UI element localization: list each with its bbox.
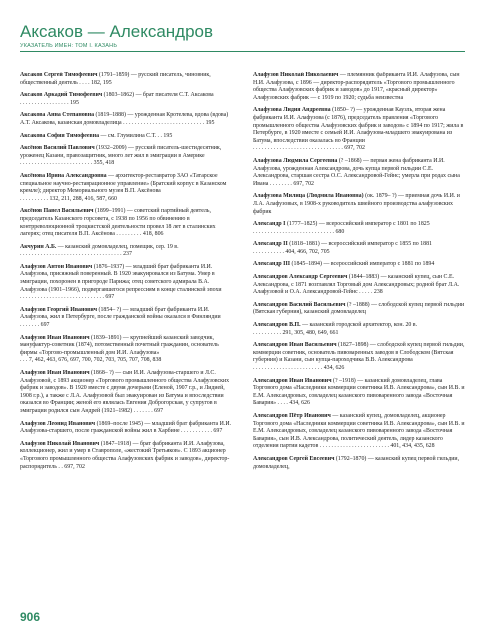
- left-column: [20, 72, 232, 606]
- entry-pages: . . . . . . . . . . . . . . . . . . . . . . . . . . . . 195: [121, 119, 215, 126]
- entry-name: Алафузов Леонид Иванович: [20, 420, 96, 427]
- index-entry: [20, 72, 232, 87]
- entry-name: Александр I: [253, 221, 286, 228]
- entry-pages: . . 195: [156, 132, 173, 139]
- entry-description: (1850– ?) — урожденная Каузль, вторая жена фабриканта И.И. Алафузова (с 1876), председатель правления «Торгового промышленного общества Алафузовских фабрик и заводов» с 1894 по 1917; жила в Петербурге, в 1920 вместе с семьей И.И. Алафузова-младшего эвакуирована из Батума, впоследствии оказалась во Франции: [253, 107, 464, 144]
- entry-description: (? –1888) — слободской купец первой гильдии (Вятская губерния), казанский домовладелец: [253, 301, 465, 316]
- index-entry: [253, 456, 465, 471]
- entry-name: Александров В.П.: [253, 322, 301, 329]
- entry-description: — племянник фабриканта И.И. Алафузова, сын Н.И. Алафузова, с 1896 — директор-распорядитель «Торгового промышленного общества Алафузовских фабрик и заводов» до 1917, «красный директор» Алафузовских фабрик — с 1919 по 1920; судьба неизвестна: [253, 72, 460, 101]
- index-entry: [253, 221, 465, 236]
- index-entry: [253, 158, 465, 188]
- entry-pages: . . . . . . . . . . . . . . . . . 195: [20, 99, 79, 106]
- entry-description: (1839–1891) — крупнейший казанский заводчик, мануфактур-советник (1874), потомственный почетный гражданин, основатель фирмы «Торгово-промышленный дом И.И. Алафузова»: [20, 334, 219, 356]
- index-columns: [20, 72, 465, 606]
- page-number: 906: [20, 610, 41, 624]
- entry-name: Александров Василий Васильевич: [253, 301, 346, 308]
- entry-name: Александров Иван Иванович: [253, 377, 332, 384]
- entry-name: Александров Иван Васильевич: [253, 342, 337, 349]
- entry-pages: . . . . . . . . . . . . . . . . . . . . . . . . . 355, 418: [20, 160, 115, 167]
- entry-description: — казанский городской архитектор, кон. 20 в.: [300, 322, 418, 329]
- right-column: [253, 72, 465, 606]
- index-entry: [20, 208, 232, 238]
- index-entry: [253, 261, 465, 269]
- running-header: [20, 22, 465, 52]
- entry-name: Акчурин А.Б.: [20, 243, 57, 250]
- index-entry: [253, 193, 465, 216]
- entry-pages: . . . . . . . . . . . . . . . . . . . . . . . . . . . . 680: [253, 228, 345, 235]
- index-entry: [20, 173, 232, 203]
- entry-name: Алафузова Милица (Людмила Ивановна): [253, 193, 364, 200]
- entry-pages: . . . . . . . 697: [20, 322, 50, 329]
- entry-description: (1932–2009) — русский писатель-шестидесятник, уроженец Казани, правозащитник, много лет жил в эмиграции в Америке: [20, 145, 222, 159]
- entry-name: Аксёнов Павел Васильевич: [20, 208, 94, 215]
- entry-description: (? –1918) — казанский домовладелец, глава Торгового дома «Наследники коммерции советника И.В. Александрова», сын И.В. и Е.М. Александровых, совладелец казанского пивоваренного завода «Восточная Бавария»: [253, 377, 465, 407]
- entry-description: (1819–1888) — урожденная Кротелева, вдова (вдова) А.Т. Аксакова, казанская домовладелица: [20, 112, 229, 126]
- index-entry: [253, 72, 465, 102]
- entry-description: (1777–1825) — всероссийский император с 1801 по 1825: [285, 221, 430, 228]
- index-entry: [253, 241, 465, 256]
- index-entry: [253, 107, 465, 153]
- entry-name: Александр II: [253, 241, 288, 248]
- entry-pages: . . . . . . . . . . . 697: [179, 428, 223, 435]
- entry-description: — см. Глумилина С.Т.: [99, 132, 157, 139]
- index-entry: [20, 145, 232, 168]
- entry-pages: . . . . . . . 697: [132, 407, 164, 414]
- entry-description: (1869–после 1945) — младший брат фабриканта И.И. Алафузова-старшего, после гражданской войны жил в Харбине: [20, 420, 232, 435]
- entry-name: Александров Сергей Евсеевич: [253, 455, 335, 462]
- entry-description: (1791–1859) — русский писатель, чиновник, общественный деятель: [20, 72, 211, 86]
- entry-description: (ок. 1879– ?) — приемная дочь И.И. и Л.А. Алафузовых, в 1908-х руководитель швейного производства алафузовских фабрик: [253, 193, 460, 215]
- entry-description: (1818–1881) — всероссийский император с 1855 по 1881: [287, 241, 432, 248]
- entry-name: Аксаков Аркадий Тимофеевич: [20, 92, 103, 99]
- entry-pages: . . . . . . . . . . 132, 211, 288, 416, 587, 660: [20, 195, 117, 202]
- entry-pages: . . 697, 702: [56, 463, 85, 470]
- entry-description: (1847–1918) — брат фабриканта И.И. Алафузова, коллекционер, жил и умер в Ставрополе, «жестокий Третьяков». С 1893 акционер «Торгового промышленного общества Алафузовских фабрик и заводов», директор-распорядитель: [20, 440, 230, 470]
- index-entry: [20, 133, 232, 141]
- entry-name: Аксёнова Ирина Александровна: [20, 172, 107, 179]
- index-entry: [253, 322, 465, 337]
- entry-name: Александр III: [253, 261, 291, 268]
- entry-description: (? –1868) — первая жена фабриканта И.И. Алафузова, урожденная Александрова, дочь купца первой гильдии С.Е. Александрова, старшая сестра О.С. Александровой-Гейнс; умерла при родах сына Ивана: [253, 157, 460, 187]
- index-entry: [20, 335, 232, 365]
- entry-name: Алафузов Георгий Иванович: [20, 306, 98, 313]
- entry-name: Аксакова Анна Степановна: [20, 112, 95, 119]
- entry-name: Алафузова Людмила Сергеевна: [253, 157, 338, 164]
- entry-name: Алафузова Лидия Андреевна: [253, 107, 331, 114]
- index-entry: [20, 441, 232, 471]
- entry-pages: . . . 7, 462, 463, 676, 697, 700, 702, 703, 705, 707, 708, 838: [20, 357, 162, 364]
- index-entry: [253, 378, 465, 408]
- index-entry: [20, 421, 232, 436]
- entry-description: — казанский домовладелец, помещик, сер. 19 в.: [56, 243, 179, 250]
- entry-name: Алафузов Антон Иванович: [20, 263, 93, 270]
- entry-name: Алафузов Николай Николаевич: [253, 72, 339, 78]
- entry-description: (1844–1883) — казанский купец, сын С.Е. Александрова, с 1871 возглавлял Торговый дом Александровых; родной брат Л.А. Алафузовой и О.А. Александровой-Гейнс: [253, 274, 460, 296]
- entry-description: (1876–1937) — младший брат фабриканта И.И. Алафузова, присяжный поверенный. В 1920 эвакуировался из Батума. Умер в эмиграции, похоронен в пригороде Парижа; отец советского адмирала В.А. Алафузова (1901–1966), подвергавшегося репрессиям в конце сталинской эпохи: [20, 263, 222, 293]
- index-entry: [20, 244, 232, 259]
- index-entry: [253, 413, 465, 451]
- index-entry: [20, 370, 232, 416]
- index-entry: [20, 92, 232, 107]
- entry-pages: . . . . . 238: [357, 289, 383, 296]
- entry-name: Аксакова София Тимофеевна: [20, 132, 100, 139]
- index-entry: [253, 342, 465, 372]
- entry-name: Алафузов Николай Иванович: [20, 440, 100, 447]
- entry-pages: . . . . . . . . . . . . . . . . . . . . . . . . 401, 434, 435, 628: [318, 443, 435, 450]
- entry-description: (1854– ?) — младший брат фабриканта И.И. Алафузова, жил в Петербурге, после гражданской войны оказался в Финляндии: [20, 306, 221, 321]
- index-entry: [253, 274, 465, 297]
- entry-pages: . . . . 182, 195: [77, 79, 112, 86]
- entry-pages: . . . . . . . . . . . . . . . . . . . . . . . . 434, 626: [253, 365, 345, 371]
- entry-name: Александров Александр Сергеевич: [253, 274, 348, 281]
- entry-pages: . . . . . . . . . . . . . . . . . . . . . . . . . . . . . . . 697, 702: [253, 145, 365, 152]
- index-entry: [20, 264, 232, 302]
- header-subtitle: УКАЗАТЕЛЬ ИМЕН: ТОМ I. КАЗАНЬ: [20, 43, 118, 49]
- entry-description: (1868– ?) — сын И.И. Алафузова-старшего и Л.С. Алафузовой, с 1893 акционер «Торгового промышленного общества Алафузовских фабрик и заводов». В 1920 вместе с двумя дочерьми (Еленой, 1907 г.р., и Лидией, 1908 г.р.), а также с Л.А. Алафузовой был эвакуирован из Батума и впоследствии оказался во Франции; женой его являлась Евгения Доброгорская, у супругов в эмиграции родился сын Андрей (1921–1982): [20, 370, 230, 414]
- entry-name: Алафузов Иван Иванович: [20, 334, 90, 341]
- entry-name: Александров Пётр Иванович: [253, 412, 331, 419]
- entry-description: (1899–1991) — советский партийный деятель, председатель Казанского горсовета, с 1938 по 1956 по обвинению в контрреволюционной троцкистской деятельности провел 18 лет в сталинских лагерях; отец писателя В.П. Аксёнова: [20, 208, 216, 238]
- entry-name: Алафузов Иван Иванович: [20, 370, 90, 376]
- entry-description: (1845–1894) — всероссийский император с 1881 по 1894: [290, 261, 435, 268]
- entry-description: — архитектор-реставратор ЗАО «Татарское специальное научно-реставрационное управление» (Братский корпус в Казанском кремле); директор Мемориального музея В.П. Аксёнова: [20, 172, 227, 195]
- entry-pages: . . . . 434, 626: [276, 400, 310, 407]
- entry-description: — казанский купец, домовладелец, акционер Торгового дома «Наследники коммерции советника И.В. Александрова», сын И.В. и Е.М. Александровых, совладелец казанского пивоваренного завода «Восточная Бавария», сын И.В. Александрова, политический деятель, лидер казанского отделения партии кадетов: [253, 412, 465, 450]
- entry-pages: . . . . . . . . . . . . . . . . . . . . . . . . . . . . . 697: [20, 294, 115, 301]
- index-entry: [20, 307, 232, 330]
- entry-pages: . . . . . . . . . . . . . . . . . . . . . . . . . . . . . . . . . . . 237: [20, 251, 132, 258]
- index-entry: [253, 302, 465, 317]
- entry-description: (1803–1862) — брат писателя С.Т. Аксакова: [102, 92, 214, 99]
- entry-name: Аксаков Сергей Тимофеевич: [20, 72, 98, 78]
- header-title: Аксаков — Александров: [20, 22, 214, 41]
- entry-description: (1827–1898) — слободской купец первой гильдии, коммерции советник, основатель пивоваренных заводов в Слободском (Вятская губерния) и Казани, сын купца-пароходчика В.В. Александрова: [253, 342, 465, 364]
- entry-pages: . . . . . . . . 697, 702: [268, 180, 314, 187]
- entry-name: Аксёнов Василий Павлович: [20, 145, 95, 152]
- entry-pages: . . . . . . . . . 418, 806: [114, 231, 164, 238]
- entry-description: (1792–1870) — казанский купец первой гильдии, домовладелец,: [253, 455, 460, 470]
- entry-pages: . . . . . . . . . . 291, 305, 480, 649, 661: [253, 329, 339, 336]
- entry-pages: . . . . . . . . . . . 404, 466, 702, 705: [253, 248, 330, 255]
- header-rule: [20, 51, 465, 52]
- index-entry: [20, 112, 232, 127]
